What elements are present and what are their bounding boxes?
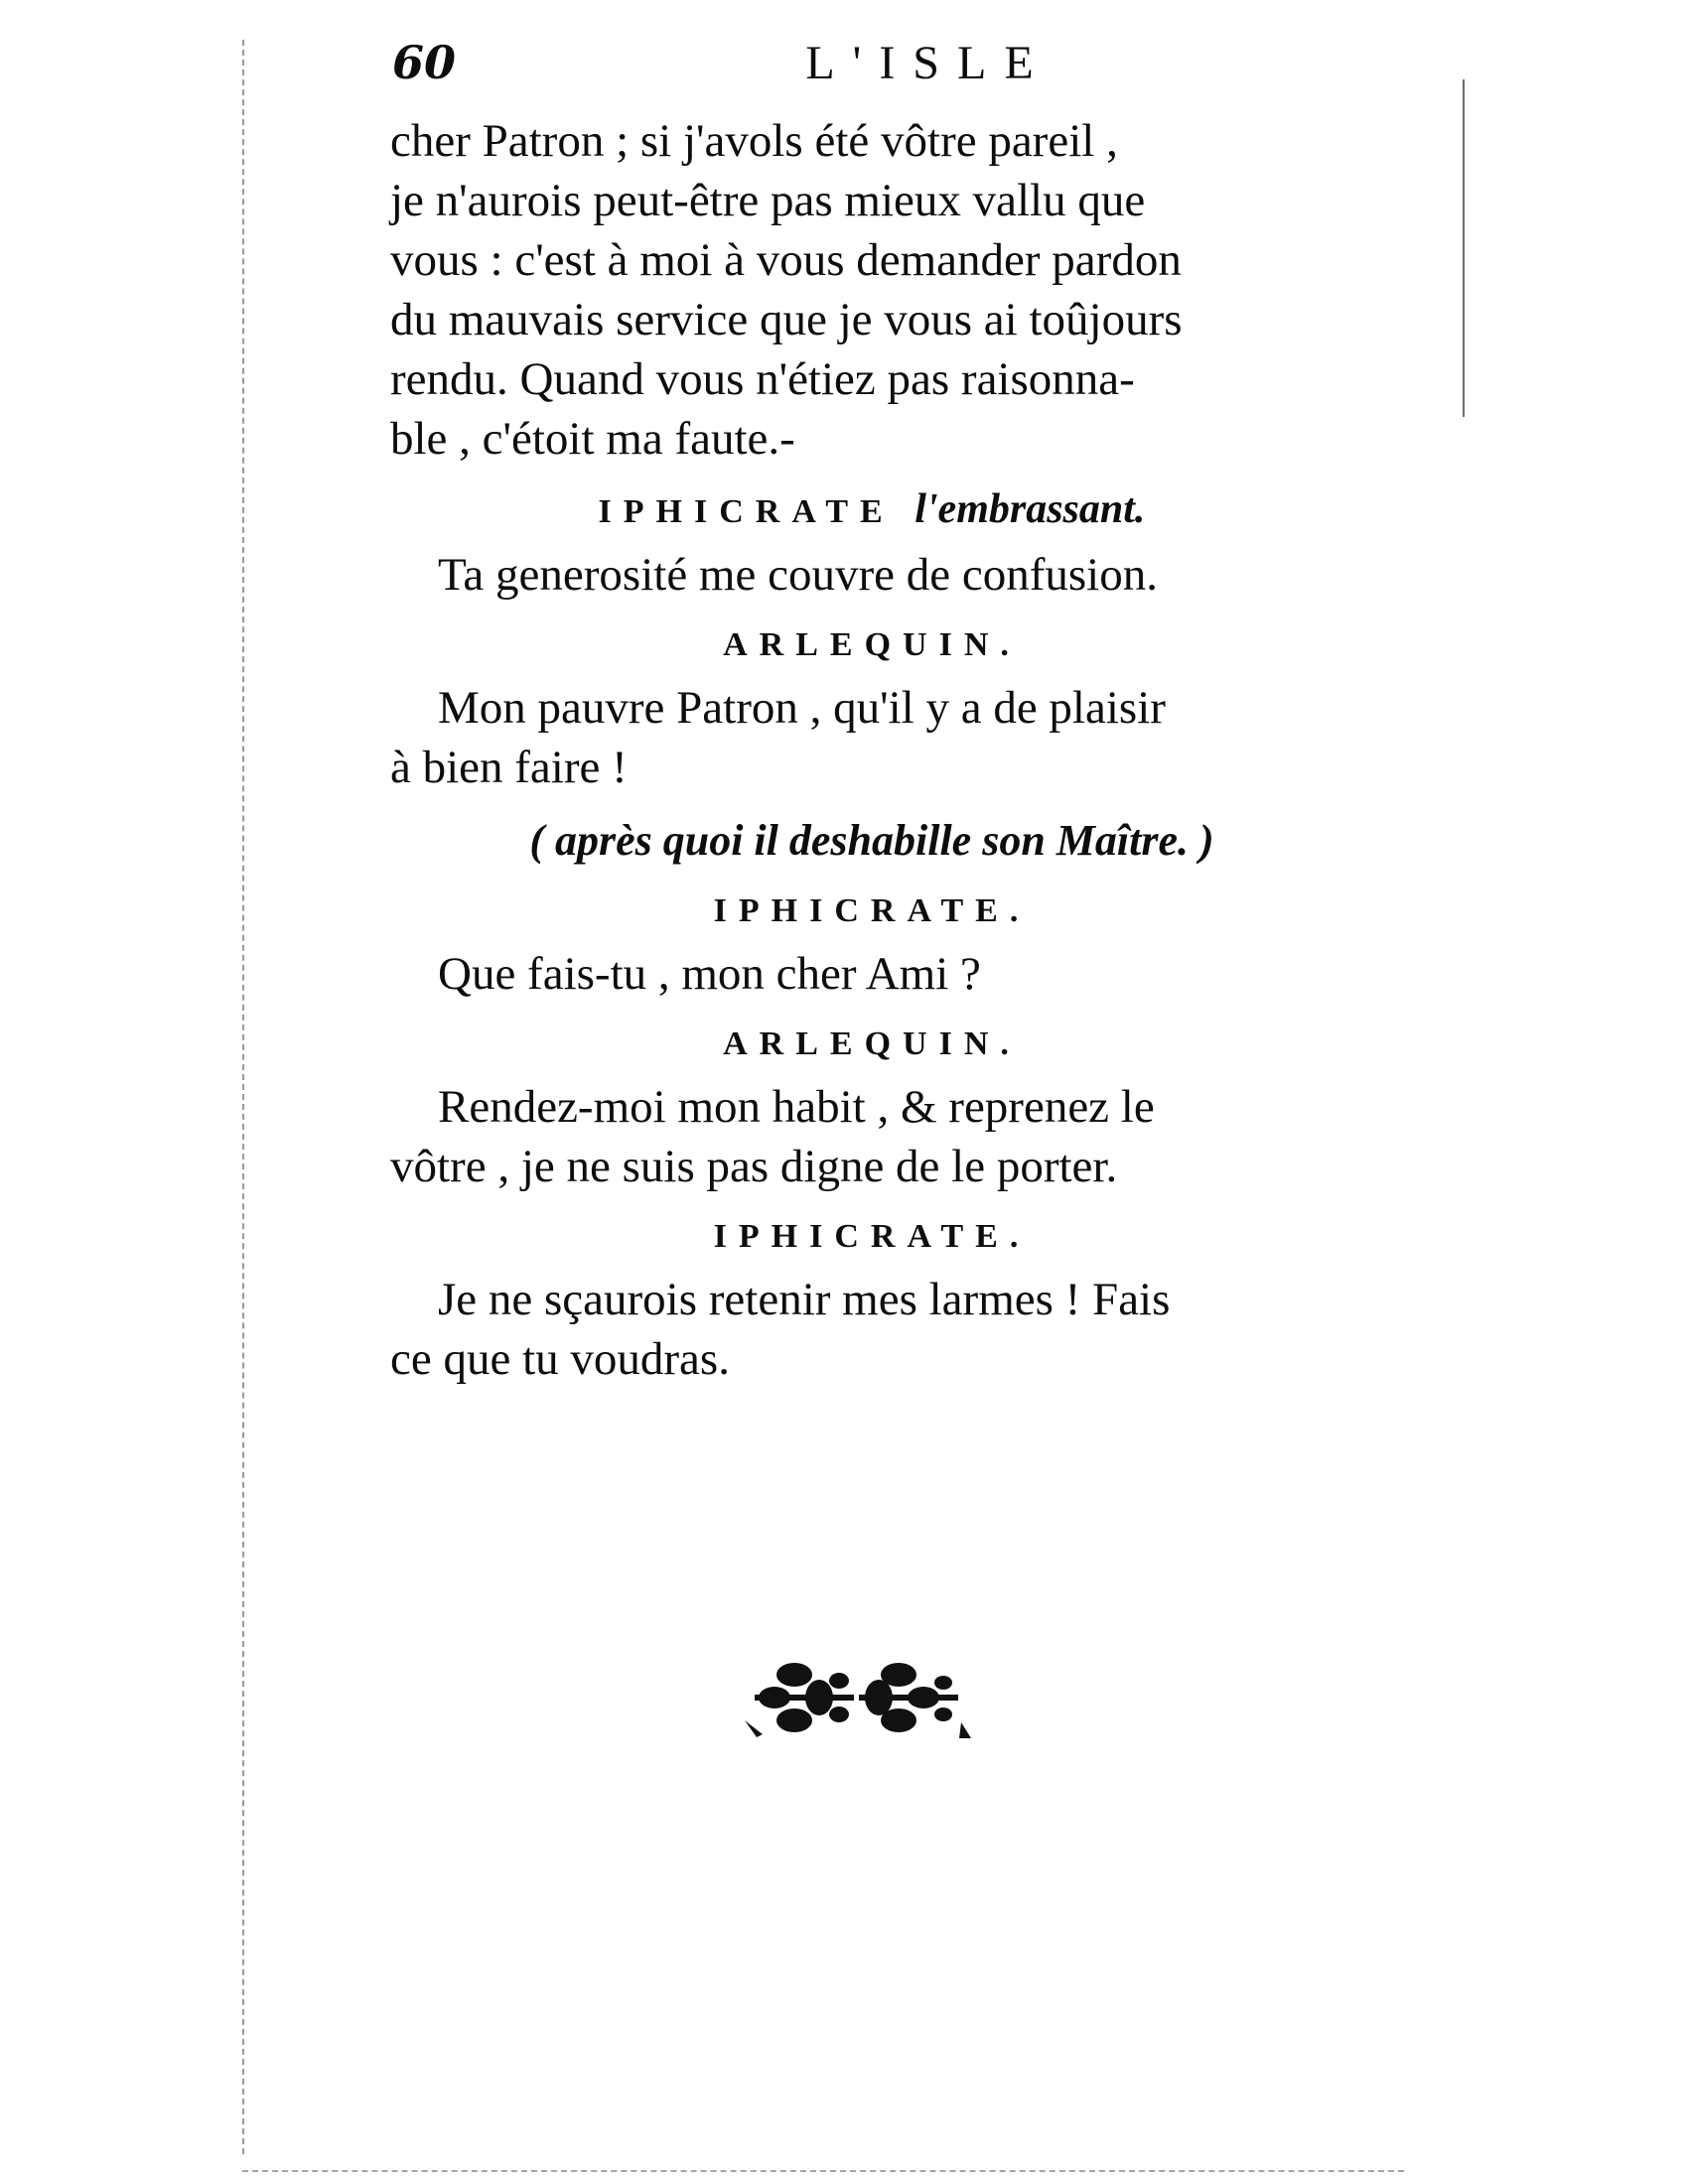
paragraph-line: cher Patron ; si j'avols été vôtre pareil ,: [390, 115, 1118, 167]
right-edge-mark: [1463, 79, 1465, 417]
stage-direction-inline: l'embrassant.: [914, 486, 1146, 532]
running-header: [392, 36, 1365, 105]
paragraph-line: du mauvais service que je vous ai toûjours: [390, 294, 1183, 345]
dialogue-line: à bien faire !: [390, 742, 628, 793]
page-number: 60: [392, 36, 457, 89]
paragraph-line: rendu. Quand vous n'étiez pas raisonna-: [390, 353, 1135, 405]
running-title: L'ISLE: [805, 37, 1052, 89]
speaker-name: IPHICRATE: [598, 493, 895, 530]
paragraph-line: ble , c'étoit ma faute.-: [390, 413, 795, 465]
speaker-heading: IPHICRATE.: [713, 892, 1031, 929]
dialogue-line: Je ne sçaurois retenir mes larmes ! Fais: [438, 1274, 1171, 1325]
speaker-heading: ARLEQUIN.: [723, 626, 1021, 663]
dialogue-line: ce que tu voudras.: [390, 1333, 730, 1385]
page-text: [390, 111, 1353, 1389]
dialogue-line: Que fais-tu , mon cher Ami ?: [438, 948, 981, 1000]
dialogue-line: Mon pauvre Patron , qu'il y a de plaisir: [438, 682, 1166, 734]
paragraph-line: je n'aurois peut-être pas mieux vallu que: [390, 175, 1146, 226]
paragraph-line: vous : c'est à moi à vous demander pardon: [390, 234, 1182, 286]
dialogue-line: Rendez-moi mon habit , & reprenez le: [438, 1081, 1155, 1133]
fleuron-ornament-icon: [735, 1643, 973, 1752]
stage-direction: ( après quoi il deshabille son Maître. ): [529, 816, 1214, 865]
speaker-heading: ARLEQUIN.: [723, 1025, 1021, 1062]
dialogue-line: Ta generosité me couvre de confusion.: [438, 549, 1158, 601]
left-gutter-shadow: [242, 40, 244, 2154]
bottom-page-edge: [242, 2170, 1404, 2172]
speaker-heading: IPHICRATE.: [713, 1218, 1031, 1255]
dialogue-line: vôtre , je ne suis pas digne de le porter.: [390, 1141, 1118, 1192]
speaker-heading: [390, 480, 1353, 541]
